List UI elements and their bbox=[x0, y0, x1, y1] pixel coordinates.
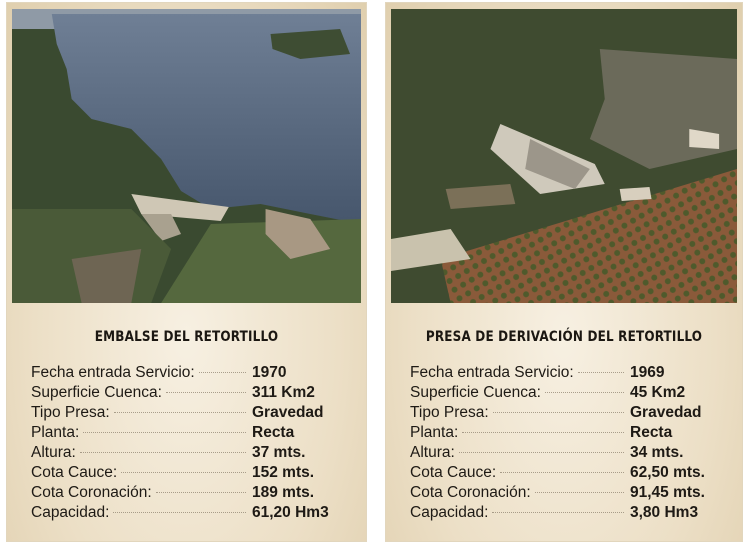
spec-label: Capacidad: bbox=[31, 504, 110, 521]
spec-label: Tipo Presa: bbox=[31, 404, 110, 421]
spec-row-cota-coronacion bbox=[410, 483, 720, 503]
spec-value: 189 mts. bbox=[252, 484, 315, 501]
spec-label: Cota Coronación: bbox=[31, 484, 152, 501]
leader-dots bbox=[492, 512, 624, 513]
spec-row-fecha bbox=[31, 363, 344, 383]
spec-row-superficie bbox=[410, 383, 720, 403]
leader-dots bbox=[156, 492, 246, 493]
spec-label: Capacidad: bbox=[410, 504, 489, 521]
spec-label: Planta: bbox=[31, 424, 80, 441]
spec-value: 311 Km2 bbox=[252, 384, 315, 401]
spec-value: 91,45 mts. bbox=[630, 484, 705, 501]
spec-value: 45 Km2 bbox=[630, 384, 686, 401]
leader-dots bbox=[83, 432, 246, 433]
spec-row-cota-cauce bbox=[31, 463, 344, 483]
leader-dots bbox=[493, 412, 624, 413]
spec-row-fecha bbox=[410, 363, 720, 383]
spec-value: 1970 bbox=[252, 364, 287, 381]
leader-dots bbox=[459, 452, 624, 453]
spec-row-cota-cauce bbox=[410, 463, 720, 483]
leader-dots bbox=[535, 492, 624, 493]
specs-list bbox=[31, 363, 344, 523]
leader-dots bbox=[80, 452, 246, 453]
leader-dots bbox=[166, 392, 246, 393]
spec-label: Planta: bbox=[410, 424, 459, 441]
leader-dots bbox=[114, 412, 246, 413]
spec-row-planta bbox=[31, 423, 344, 443]
leader-dots bbox=[545, 392, 624, 393]
spec-label: Fecha entrada Servicio: bbox=[31, 364, 195, 381]
specs-list bbox=[410, 363, 720, 523]
card-title: PRESA DE DERIVACIÓN DEL RETORTILLO bbox=[425, 329, 703, 345]
spec-label: Superficie Cuenca: bbox=[410, 384, 541, 401]
spec-row-cota-coronacion bbox=[31, 483, 344, 503]
dam-aerial-photo bbox=[391, 9, 737, 303]
reservoir-card-embalse bbox=[6, 2, 367, 542]
spec-value: 37 mts. bbox=[252, 444, 306, 461]
spec-label: Cota Coronación: bbox=[410, 484, 531, 501]
spec-row-capacidad bbox=[410, 503, 720, 523]
spec-label: Altura: bbox=[410, 444, 455, 461]
spec-row-superficie bbox=[31, 383, 344, 403]
spec-label: Cota Cauce: bbox=[410, 464, 497, 481]
reservoir-aerial-photo bbox=[12, 9, 361, 303]
spec-row-planta bbox=[410, 423, 720, 443]
leader-dots bbox=[113, 512, 246, 513]
spec-value: 61,20 Hm3 bbox=[252, 504, 329, 521]
reservoir-card-presa bbox=[385, 2, 743, 542]
spec-row-capacidad bbox=[31, 503, 344, 523]
spec-row-altura bbox=[410, 443, 720, 463]
leader-dots bbox=[462, 432, 624, 433]
spec-value: 34 mts. bbox=[630, 444, 684, 461]
spec-value: Recta bbox=[252, 424, 295, 441]
spec-row-tipo bbox=[410, 403, 720, 423]
spec-value: Recta bbox=[630, 424, 673, 441]
spec-label: Cota Cauce: bbox=[31, 464, 118, 481]
spec-value: 152 mts. bbox=[252, 464, 315, 481]
spec-value: Gravedad bbox=[630, 404, 702, 421]
spec-value: 1969 bbox=[630, 364, 665, 381]
leader-dots bbox=[500, 472, 624, 473]
spec-value: Gravedad bbox=[252, 404, 324, 421]
leader-dots bbox=[121, 472, 246, 473]
spec-label: Tipo Presa: bbox=[410, 404, 489, 421]
leader-dots bbox=[578, 372, 624, 373]
card-title: EMBALSE DEL RETORTILLO bbox=[94, 329, 279, 345]
spec-value: 3,80 Hm3 bbox=[630, 504, 699, 521]
spec-row-altura bbox=[31, 443, 344, 463]
spec-value: 62,50 mts. bbox=[630, 464, 705, 481]
leader-dots bbox=[199, 372, 246, 373]
spec-label: Fecha entrada Servicio: bbox=[410, 364, 574, 381]
spec-row-tipo bbox=[31, 403, 344, 423]
spec-label: Altura: bbox=[31, 444, 76, 461]
spec-label: Superficie Cuenca: bbox=[31, 384, 162, 401]
